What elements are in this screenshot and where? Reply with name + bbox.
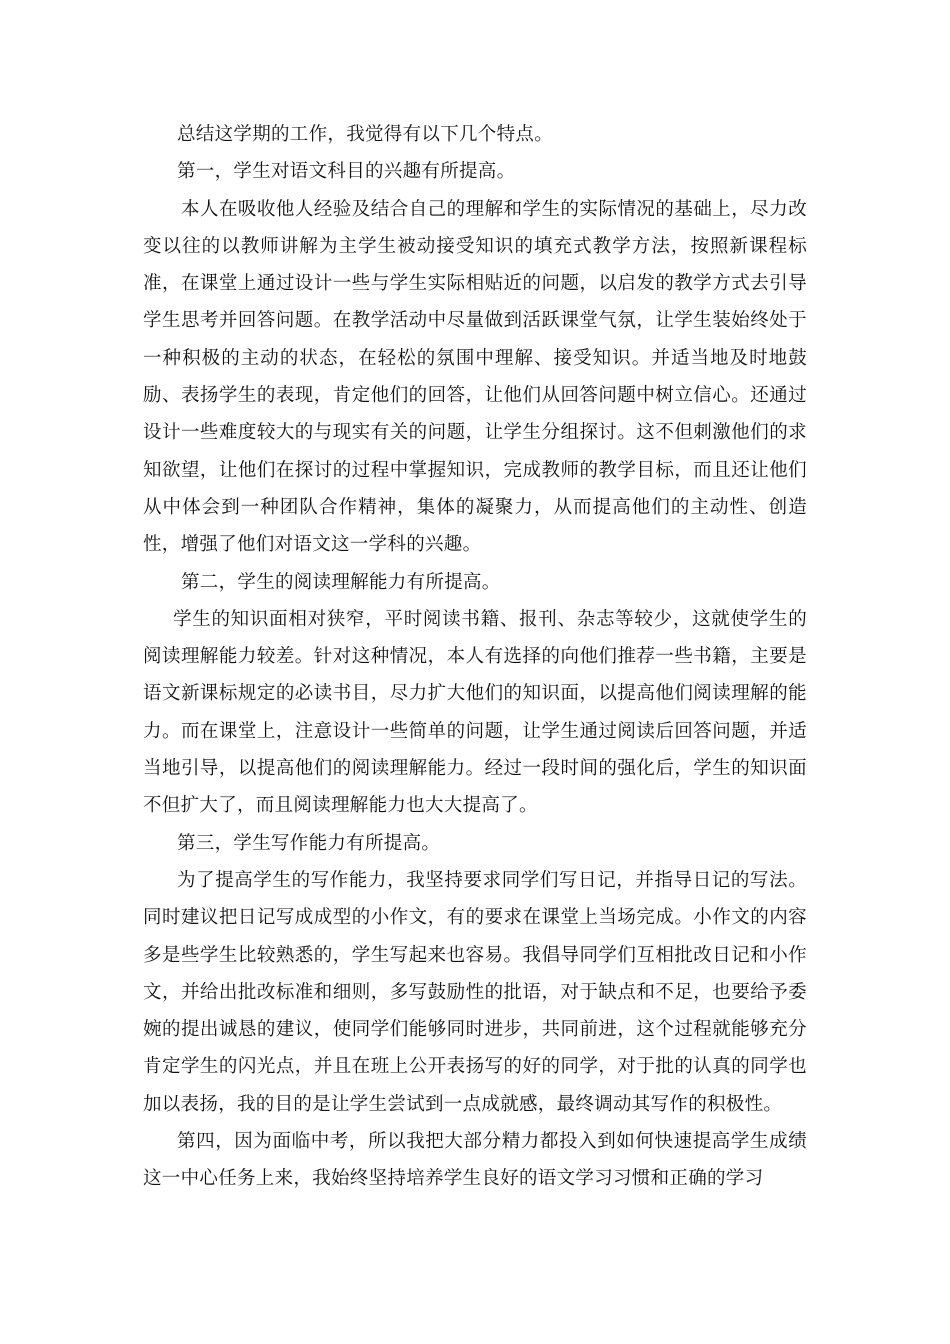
point-one-body: 本人在吸收他人经验及结合自己的理解和学生的实际情况的基础上，尽力改变以往的以教师讲解为主学生被动接受知识的填充式教学方法，按照新课程标准，在课堂上通过设计一些与学生实际相贴近的问题，以启发的教学方式去引导学生思考并回答问题。在教学活动中尽量做到活跃课堂气氛，让学生装始终处于一种积极的主动的状态，在轻松的氛围中理解、接受知识。并适当地及时地鼓励、表扬学生的表现，肯定他们的回答，让他们从回答问题中树立信心。还通过设计一些难度较大的与现实有关的问题，让学生分组探讨。这不但刺激他们的求知欲望，让他们在探讨的过程中掌握知识，完成教师的教学目标，而且还让他们从中体会到一种团队合作精神，集体的凝聚力，从而提高他们的主动性、创造性，增强了他们对语文这一学科的兴趣。 bbox=[143, 198, 807, 556]
document-page bbox=[143, 116, 807, 1198]
point-two-heading: 第二，学生的阅读理解能力有所提高。 bbox=[181, 571, 501, 593]
point-four-body: 第四，因为面临中考，所以我把大部分精力都投入到如何快速提高学生成绩这一中心任务上来，我始终坚持培养学生良好的语文学习习惯和正确的学习 bbox=[143, 1131, 807, 1190]
point-one-heading: 第一，学生对语文科目的兴趣有所提高。 bbox=[177, 161, 516, 183]
intro-sentence: 总结这学期的工作，我觉得有以下几个特点。 bbox=[177, 124, 554, 145]
point-two-body: 学生的知识面相对狭窄，平时阅读书籍、报刊、杂志等较少，这就使学生的阅读理解能力较差。针对这种情况，本人有选择的向他们推荐一些书籍，主要是语文新课标规定的必读书目，尽力扩大他们的知识面，以提高他们阅读理解的能力。而在课堂上，注意设计一些简单的问题，让学生通过阅读后回答问题，并适当地引导，以提高他们的阅读理解能力。经过一段时间的强化后，学生的知识面不但扩大了，而且阅读理解能力也大大提高了。 bbox=[143, 608, 807, 817]
point-three-body: 为了提高学生的写作能力，我坚持要求同学们写日记，并指导日记的写法。同时建议把日记写成成型的小作文，有的要求在课堂上当场完成。小作文的内容多是些学生比较熟悉的，学生写起来也容易。我倡导同学们互相批改日记和小作文，并给出批改标准和细则，多写鼓励性的批语，对于缺点和不足，也要给予委婉的提出诚恳的建议，使同学们能够同时进步，共同前进，这个过程就能够充分肯定学生的闪光点，并且在班上公开表扬写的好的同学，对于批的认真的同学也加以表扬，我的目的是让学生尝试到一点成就感，最终调动其写作的积极性。 bbox=[143, 869, 807, 1115]
point-three-heading: 第三，学生写作能力有所提高。 bbox=[177, 832, 441, 854]
